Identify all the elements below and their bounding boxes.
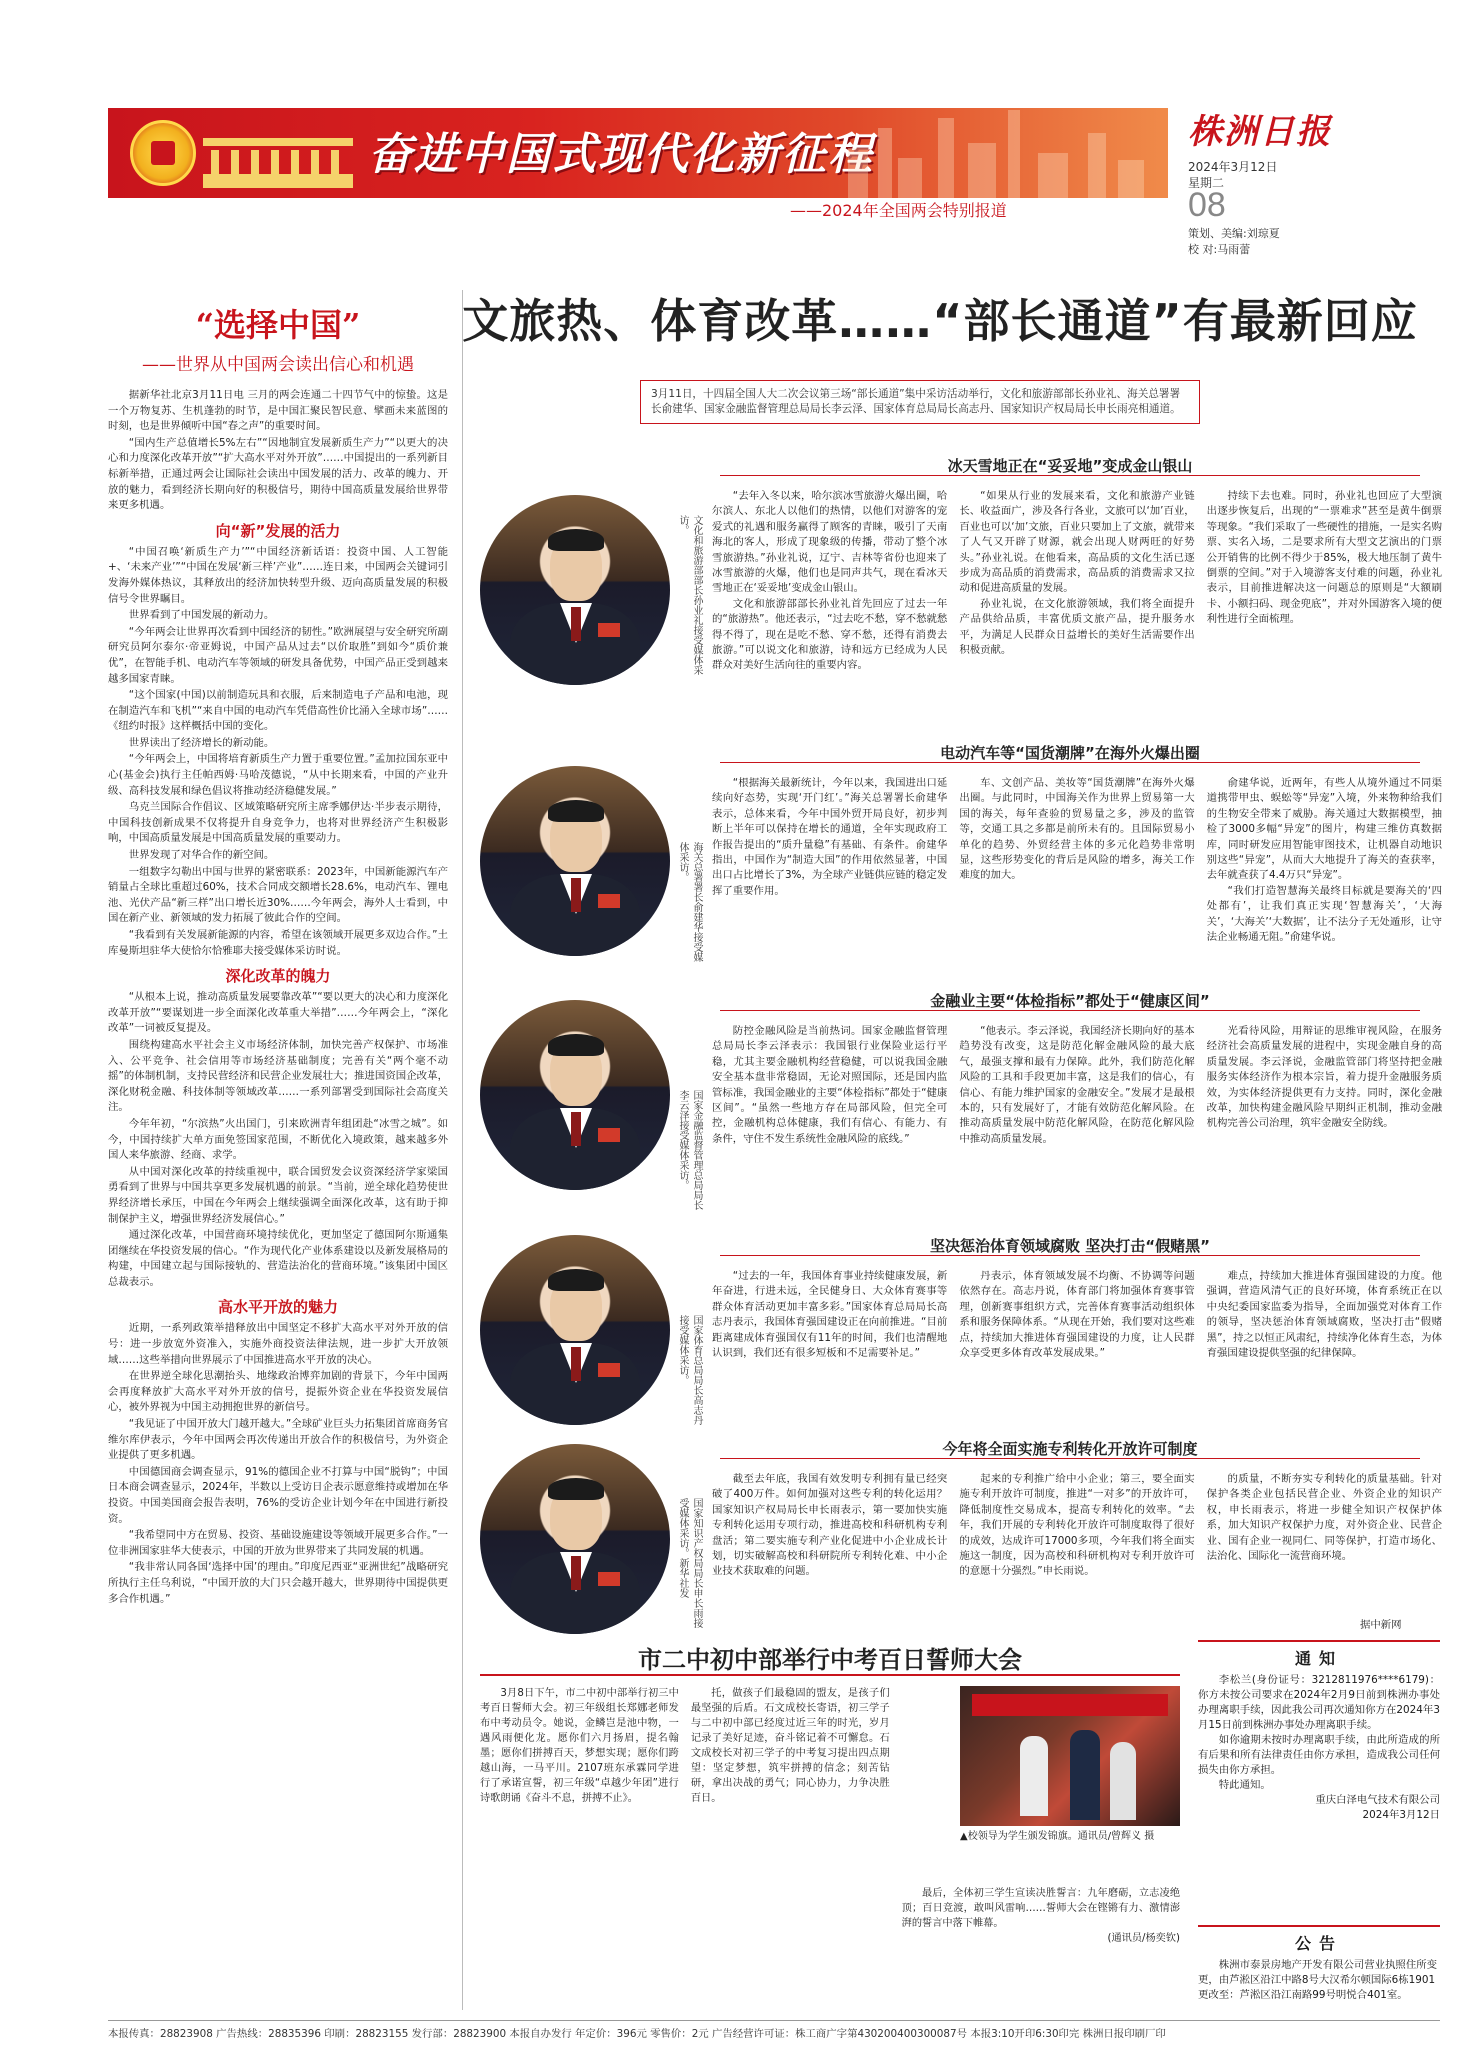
school-article-title: 市二中初中部举行中考百日誓师大会 <box>638 1646 1022 1674</box>
section-title: 金融业主要“体检指标”都处于“健康区间” <box>930 992 1210 1010</box>
planner-label: 策划、 <box>1188 227 1221 240</box>
text-column <box>1207 1269 1442 1424</box>
paragraph: 一组数字勾勒出中国与世界的紧密联系：2023年，中国新能源汽车产销量占全球比重超过60%，技术合同成交额增长28.6%，电动汽车、锂电池、光伏产品“新三样”出口增长近30%……今年两会，海外人士看到，中国在新产业、新领域的发力拓展了彼此合作的空间。 <box>108 865 448 925</box>
paragraph: 截至去年底，我国有效发明专利拥有量已经突破了400万件。如何加强对这些专利的转化运用？国家知识产权局局长申长雨表示，第一要加快实施专利转化运用专项行动，推进高校和科研机构专利盘活；第二要实施专利产业化促进中小企业成长计划，切实破解高校和科研院所专利转化难、中小企业技术获取难的问题。 <box>712 1473 948 1578</box>
photo-caption: 海关总署署长俞建华接受媒体采访。 <box>677 842 702 962</box>
minister-photo <box>480 495 670 685</box>
banner-slogan: 奋进中国式现代化新征程 <box>368 129 874 180</box>
text-column <box>1207 489 1442 704</box>
text-column <box>691 1686 890 2016</box>
paragraph: 据新华社北京3月11日电 三月的两会连通二十四节气中的惊蛰。这是一个万物复苏、生机蓬勃的时节，是中国汇聚民智民意、擘画未来蓝图的时刻，也是世界倾听中国“春之声”的重要时间。 <box>108 389 448 433</box>
credits <box>1188 226 1280 258</box>
paragraph: 孙业礼说，在文化旅游领域，我们将全面提升产品供给品质，丰富优质文旅产品，提升服务水平，为满足人民群众日益增长的美好生活需要作出积极贡献。 <box>959 597 1195 657</box>
notice-paragraph: 如你逾期未按时办理离职手续，由此所造成的所有后果和所有法律责任由你方承担，造成我公司任何损失由你方承担。 <box>1198 1734 1440 1776</box>
paragraph: 的质量，不断夯实专利转化的质量基础。针对保护各类企业包括民营企业、外资企业的知识产权，申长雨表示，将进一步健全知识产权保护体系，加大知识产权保护力度，对外资企业、民营企业、国有企业一视同仁、同等保护，打造市场化、法治化、国际化一流营商环境。 <box>1206 1473 1442 1563</box>
left-subheading: 向“新”发展的活力 <box>215 521 341 540</box>
paragraph: “今年两会上，中国将培育新质生产力置于重要位置。”孟加拉国东亚中心(基金会)执行主任帕西姆·马哈茂德说，“从中长期来看，中国的产业升级、高科技发展和绿色倡议将推动经济稳健发展。” <box>108 753 448 797</box>
section-columns <box>712 489 1442 704</box>
notice-paragraph: 特此通知。 <box>1218 1779 1271 1791</box>
special-report-banner <box>108 108 1168 198</box>
text-column <box>959 489 1194 704</box>
paragraph: 起来的专利推广给中小企业；第三，要全面实施专利开放许可制度，推进“一对多”的开放许可，降低制度性交易成本，提高专利转化的效率。“去年，我们开展的专利转化开放许可制度取得了很好的成效，达成许可17000多项，今年我们将全面实施这一制度，因为高校和科研机构对专利开放许可的意愿十分强烈。”申长雨说。 <box>959 1473 1195 1578</box>
text-column <box>959 1472 1194 1612</box>
photo-caption: 文化和旅游部部长孙业礼接受媒体采访。 <box>677 515 702 675</box>
notice-box <box>1198 1640 1440 1823</box>
paragraph: 世界读出了经济增长的新动能。 <box>128 736 275 749</box>
text-column <box>712 1024 947 1204</box>
photo-caption: 国家知识产权局局长申长雨接受媒体采访。新华社发 <box>677 1498 702 1628</box>
text-column <box>1207 1024 1442 1204</box>
left-article <box>108 300 448 1607</box>
school-article <box>480 1640 1181 1944</box>
announcement-box <box>1198 1925 1440 2003</box>
notice-paragraph: 李松兰(身份证号：3212811976****6179)：你方未按公司要求在2024年2月9日前到株洲办事处办理离职手续，因此我公司再次通知你方在2024年3月15日前到株洲办事处办理离职手续。 <box>1198 1674 1440 1731</box>
announcement-paragraph: 株洲市泰景房地产开发有限公司营业执照住所变更，由芦淞区沿江中路8号大汉希尔顿国际6栋1901更改至：芦淞区沿江南路99号明悦合401室。 <box>1198 1959 1437 2001</box>
left-subheading: 高水平开放的魅力 <box>217 1298 338 1317</box>
paragraph: “我们打造智慧海关最终目标就是要海关的‘四处都有’，让我们真正实现‘智慧海关’，‘大海关’，‘大海关’‘大数据’，让不法分子无处遁形，让守法企业畅通无阻。”俞建华说。 <box>1206 884 1442 944</box>
minister-photo <box>480 1444 670 1634</box>
section-sports <box>480 1235 1440 1430</box>
title-rule <box>480 1674 1180 1676</box>
weekday-text: 星期二 <box>1188 176 1225 190</box>
paragraph: “我看到有关发展新能源的内容，希望在该领域开展更多双边合作。”土库曼斯坦驻华大使恰尔恰雅耶夫接受媒体采访时说。 <box>108 929 448 957</box>
notice-date: 2024年3月12日 <box>1362 1809 1440 1821</box>
paragraph: 乌克兰国际合作倡议、区域策略研究所主席季娜伊达·半步表示期待，中国科技创新成果不仅将提升自身竞争力，也将对世界经济产生积极影响，中国高质量发展是中国高质量发展的重要动力。 <box>108 801 448 845</box>
paragraph: 难点，持续加大推进体育强国建设的力度。他强调，营造风清气正的良好环境，体育系统正在以中央纪委国家监委为指导，全面加强党对体育工作的领导，坚决惩治体育领域腐败，坚决打击“假赌黑”，持之以恒正风肃纪，持续净化体育生态，为体育强国建设提供坚强的纪律保障。 <box>1206 1270 1442 1360</box>
section-rule <box>720 1458 1420 1459</box>
text-column <box>1207 1472 1442 1612</box>
paragraph: 防控金融风险是当前热词。国家金融监督管理总局局长李云泽表示：我国银行业保险业运行平稳，尤其主要金融机构经营稳健，可以说我国金融安全基本盘非常稳固，无论对照国际，还是国内监管标准，我国金融业的主要“体检指标”都处于“健康区间”。“虽然一些地方存在局部风险，但完全可控，金融机构总体健康，我们有信心、有能力、有条件，守住不发生系统性金融风险的底线。” <box>712 1025 948 1145</box>
paragraph: “我希望同中方在贸易、投资、基础设施建设等领域开展更多合作。”一位非洲国家驻华大使表示，中国的开放为世界带来了共同发展的机遇。 <box>108 1529 448 1557</box>
reporter-credit: (通讯员/杨奕钦) <box>1107 1933 1181 1944</box>
minister-photo <box>480 1000 670 1190</box>
announcement-title: 公告 <box>1294 1934 1343 1953</box>
left-subheading: 深化改革的魄力 <box>225 967 331 986</box>
paragraph: “今年两会让世界再次看到中国经济的韧性。”欧洲展望与安全研究所副研究员阿尔泰尔·帝亚姆说，中国产品从过去“以价取胜”到如今“质价兼优”，在智能手机、电动汽车等领域的研发具备优势，中国产品正受到越来越多国家青睐。 <box>108 625 448 685</box>
text-column <box>712 776 947 966</box>
section-finance <box>480 990 1440 1210</box>
banner-subtitle: ——2024年全国两会特别报道 <box>790 201 1007 220</box>
section-rule <box>720 475 1420 476</box>
section-title: 今年将全面实施专利转化开放许可制度 <box>942 1440 1198 1458</box>
section-rule <box>720 1010 1420 1011</box>
minister-photo <box>480 766 670 956</box>
text-column <box>712 489 947 704</box>
paragraph: 文化和旅游部部长孙业礼首先回应了过去一年的“旅游热”。他还表示，“过去吃不愁，穿不愁就愁得不得了，现在是吃不愁、穿不愁，还得有消费去旅游。”可以说文化和旅游，诗和远方已经成为人民群众对美好生活向往的重要内容。 <box>712 597 948 672</box>
section-rule <box>720 1255 1420 1256</box>
oath-ceremony-photo <box>960 1686 1180 1826</box>
notice-company: 重庆白泽电气技术有限公司 <box>1315 1794 1440 1806</box>
section-title: 坚决惩治体育领域腐败 坚决打击“假赌黑” <box>930 1237 1210 1255</box>
paragraph: 在世界逆全球化思潮抬头、地缘政治博弈加剧的背景下，今年中国两会再度释放扩大高水平对外开放的信号，提振外资企业在华投资发展信心，被外界视为中国主动拥抱世界的新信号。 <box>108 1370 448 1414</box>
lead-paragraph: 3月11日，十四届全国人大二次会议第三场“部长通道”集中采访活动举行，文化和旅游部部长孙业礼、海关总署署长俞建华、国家金融监督管理总局局长李云泽、国家体育总局局长高志丹、国家知识产权局局长申长雨亮相通道。 <box>640 380 1200 424</box>
photo-caption: 国家金融监督管理总局局长李云泽接受媒体采访。 <box>677 1090 702 1210</box>
paragraph: 托，做孩子们最稳固的盟友，是孩子们最坚强的后盾。石文成校长寄语，初三学子与二中初中部已经度过近三年的时光，岁月记录了美好足迹，奋斗铭记着不可懈怠。石文成校长对初三学子的中考复习提出四点期望：坚定梦想，筑牢拼搏的信念；刻苦钻研，拿出决战的勇气；同心协力，力争决胜百日。 <box>690 1688 890 1804</box>
section-title: 电动汽车等“国货潮牌”在海外火爆出圈 <box>940 744 1200 762</box>
section-columns <box>712 1472 1442 1612</box>
paragraph: 3月8日下午，市二中初中部举行初三中考百日誓师大会。初三年级组长郑娜老师发布中考动员令。她说，金鳞岂是池中物，一遇风雨便化龙。愿你们六月扬眉，提名翰墨；愿你们拼搏百天，梦想实现；愿你们跨越山海，一马平川。2107班东承霖同学进行了承诺宣誓，初三年级“卓越少年团”进行诗歌朗诵《奋斗不息，拼搏不止》。 <box>480 1688 679 1804</box>
paragraph: 从中国对深化改革的持续重视中，联合国贸发会议资深经济学家梁国勇看到了世界与中国共享更多发展机遇的前景。“当前，逆全球化趋势使世界经济增长承压，中国在今年两会上继续强调全面深化改革，这有助于抑制保护主义，增强世界经济发展信心。” <box>108 1165 448 1225</box>
source-credit: 据中新网 <box>1360 1619 1402 1631</box>
text-column <box>712 1472 947 1612</box>
paragraph: “他表示。李云泽说，我国经济长期向好的基本趋势没有改变，这是防范化解金融风险的最大底气，最强支撑和最有力保障。此外，我们防范化解风险的工具和手段更加丰富，这是我们的信心，有信心、有能力维护国家的金融安全。”发展才是最根本的，只有发展好了，才能有效防范化解风险。在推动高质量发展中防范化解风险，在防范化解风险中推动高质量发展。 <box>959 1025 1195 1145</box>
paragraph: 通过深化改革，中国营商环境持续优化，更加坚定了德国阿尔斯通集团继续在华投资发展的信心。“作为现代化产业体系建设以及新发展格局的构建，中国建立起与国际接轨的、营造法治化的营商环境。”该集团中国区总裁表示。 <box>108 1229 448 1288</box>
paragraph: “国内生产总值增长5%左右”“因地制宜发展新质生产力”“以更大的决心和力度深化改革开放”“扩大高水平对外开放”……中国提出的一系列新目标新举措，正通过两会让国际社会读出中国发展的活力、改革的魄力、开放的魅力，看到经济长期向好的积极信号，期待中国高质量发展给世界带来更多机遇。 <box>108 436 448 512</box>
paragraph: “去年入冬以来，哈尔滨冰雪旅游火爆出圈，哈尔滨人、东北人以他们的热情，以他们对游客的宠爱式的礼遇和服务赢得了顾客的青睐，吸引了天南海北的客人，形成了现象级的传播，带动了整个冰雪旅游热。”孙业礼说，辽宁、吉林等省份也迎来了冰雪旅游的火爆，他们也是同声共气，现在看冰天雪地正在‘妥妥地’变成金山银山。 <box>712 490 948 595</box>
masthead <box>1188 104 1378 256</box>
section-culture-tourism <box>480 455 1440 710</box>
section-columns <box>712 1024 1442 1204</box>
notice-title: 通知 <box>1294 1649 1343 1668</box>
text-column <box>712 1269 947 1424</box>
photo-caption: ▲校领导为学生颁发锦旗。通讯员/曾辉义 摄 <box>960 1831 1155 1842</box>
main-headline: 文旅热、体育改革……“部长通道”有最新回应 <box>462 294 1418 348</box>
paragraph: “我非常认同各国‘选择中国’的理由。”印度尼西亚“亚洲世纪”战略研究所执行主任乌利说，“中国开放的大门只会越开越大，世界期待中国提供更多合作机遇。” <box>108 1561 448 1605</box>
paper-name: 株洲日报 <box>1188 112 1332 152</box>
paragraph: “这个国家(中国)以前制造玩具和衣服，后来制造电子产品和电池，现在制造汽车和飞机”“来自中国的电动汽车凭借高性价比涌入全球市场”……《纽约时报》这样概括中国的变化。 <box>108 689 448 733</box>
page-number: 08 <box>1188 186 1226 224</box>
text-column <box>959 1024 1194 1204</box>
proof-label: 校 对:马雨蕾 <box>1188 243 1251 256</box>
paragraph: “中国召唤‘新质生产力’”“中国经济新话语：投资中国、人工智能+、‘未来产业’”“中国在发展‘新三样’产业”……连日来，中国两会关键词引发海外媒体热议，其释放出的经济加快转型升级、迈向高质量发展的积极信号令世界瞩目。 <box>108 545 448 605</box>
paragraph: 车、文创产品、美妆等“国货潮牌”在海外火爆出圈。与此同时，中国海关作为世界上贸易第一大国的海关，每年查验的贸易量之多，涉及的监管等，交通工具之多都是前所未有的。且国际贸易小单化的趋势、外贸经营主体的多元化趋势非常明显，这些形势变化的背后是风险的增多，海关工作难度的加大。 <box>959 777 1195 882</box>
section-columns <box>712 776 1442 966</box>
text-column <box>480 1686 679 2016</box>
section-title: 冰天雪地正在“妥妥地”变成金山银山 <box>947 457 1193 475</box>
date-text: 2024年3月12日 <box>1188 160 1278 174</box>
paragraph: “从根本上说，推动高质量发展要靠改革”“要以更大的决心和力度深化改革开放”“要谋划进一步全面深化改革重大举措”……今年两会上，“深化改革”一词被反复提及。 <box>108 991 448 1035</box>
section-columns <box>712 1269 1442 1424</box>
column-divider <box>462 290 463 2010</box>
left-article-subtitle: ——世界从中国两会读出信心和机遇 <box>142 355 414 375</box>
paragraph: 光看待风险，用辩证的思维审视风险，在服务经济社会高质量发展的进程中，实现金融自身的高质量发展。李云泽说，金融监管部门将坚持把金融服务实体经济作为根本宗旨，着力提升金融服务质效，为实体经济提供更有力支持。同时，深化金融改革，加快构建金融风险早期纠正机制，推动金融机构完善公司治理，筑牢金融安全防线。 <box>1206 1025 1442 1130</box>
paragraph: “根据海关最新统计，今年以来，我国进出口延续向好态势，实现‘开门红’。”海关总署署长俞建华表示，总体来看，今年中国外贸开局良好，初步判断上半年可以保持在增长的通道，全年实现政府工作报告提出的“质升量稳”有基础、有条件。俞建华指出，中国作为“制造大国”的作用依然显著，中国出口占比增长了3%，为全球产业链供应链的稳定发挥了重要作用。 <box>712 777 948 897</box>
paragraph: 俞建华说，近两年，有些人从境外通过不同渠道携带甲虫、蜈蚣等“异宠”入境，外来物种给我们的生物安全带来了威胁。海关通过大数据模型，抽检了3000多幅“异宠”的图片，构建三维仿真数据库，同时研发应用智能审图技术，让机器自动地识别这些“异宠”，从而大大地提升了海关的查获率，去年就查获了4.4万只“异宠”。 <box>1206 777 1442 882</box>
text-column <box>1207 776 1442 966</box>
text-column <box>959 776 1194 966</box>
section-customs <box>480 742 1440 974</box>
paragraph: 持续下去也难。同时，孙业礼也回应了大型演出逐步恢复后，出现的“一票难求”甚至是黄牛倒票等现象。“我们采取了一些硬性的措施，一是实名购票、实名入场，二是要求所有大型文艺演出的门票公开销售的比例不得少于85%，极大地压制了黄牛倒票的空间。”对于入境游客支付难的问题，孙业礼表示，目前推进解决这一问题总的原则是“大额刷卡、小额扫码、现金兜底”，并对外国游客入境的便利性进行全面梳理。 <box>1206 490 1442 626</box>
paragraph: “如果从行业的发展来看，文化和旅游产业链长、收益面广，涉及各行各业，文旅可以‘加’百业，百业也可以‘加’文旅，百业只要加上了文旅，就带来了人气又开辟了财源，就会出现人财两旺的好势头。”孙业礼说。在他看来，高品质的文化生活已逐步成为高品质的消费需求，高品质的消费需求又拉动和促进高质量的发展。 <box>959 490 1195 595</box>
great-hall-icon <box>203 138 353 188</box>
paragraph: 近期，一系列政策举措释放出中国坚定不移扩大高水平对外开放的信号：进一步放宽外资准入，实施外商投资法律法规，进一步扩大开放领域……这些举措向世界展示了中国推进高水平开放的决心。 <box>108 1322 448 1366</box>
paragraph: 最后，全体初三学生宣读决胜誓言：九年磨砺，立志凌绝顶；百日竞渡，敢叫风雷响……誓师大会在铿锵有力、激情澎湃的誓言中落下帷幕。 <box>901 1888 1181 1929</box>
photo-caption: 国家体育总局局长高志丹接受媒体采访。 <box>677 1315 702 1425</box>
paragraph: 丹表示，体育领域发展不均衡、不协调等问题依然存在。高志丹说，体育部门将加强体育赛事管理，创新赛事组织方式，完善体育赛事活动组织体系和服务保障体系。“从现在开始，我们要对这些难点，持续加大推进体育强国建设的力度，让人民群众享受更多体育改革发展成果。” <box>959 1270 1195 1360</box>
page-footer: 本报传真：28823908 广告热线：28835396 印刷：28823155 发行部：28823900 本报自办发行 年定价：396元 零售价：2元 广告经营许可证：株工商广字第430200400300087号 本报3:10开印6:30印完 株洲日报印刷厂印 <box>108 2020 1440 2040</box>
paragraph: 中国德国商会调查显示，91%的德国企业不打算与中国“脱钩”；中国日本商会调查显示，2024年，半数以上受访日企表示愿意维持或增加在华投资。中国美国商会报告表明，76%的受访企业计划今年在中国进行新投资。 <box>108 1465 448 1525</box>
paragraph: 今年年初，“尔滨热”火出国门，引来欧洲青年组团赴“冰雪之城”。如今，中国持续扩大单方面免签国家范围，不断优化入境政策，越来越多外国人来华旅游、经商、求学。 <box>108 1117 448 1162</box>
national-emblem-icon <box>130 120 196 186</box>
paragraph: 世界发现了对华合作的新空间。 <box>128 849 275 862</box>
paragraph: “过去的一年，我国体育事业持续健康发展，新年奋进，行进未远，全民健身日、大众体育赛事等群众体育活动更加丰富多彩。”国家体育总局局长高志丹表示，我国体育强国建设正在向前推进。“目前距离建成体育强国仅有11年的时间，我们也清醒地认识到，我们还有很多短板和不足需要补足。” <box>712 1270 948 1360</box>
section-rule <box>720 762 1420 763</box>
paragraph: “我见证了中国开放大门越开越大。”全球矿业巨头力拓集团首席商务官维尔库伊表示，今年中国两会再次传递出开放合作的积极信号，为外资企业提供了更多机遇。 <box>108 1418 448 1462</box>
paragraph: 围绕构建高水平社会主义市场经济体制，加快完善产权保护、市场准入、公平竞争、社会信用等市场经济基础制度；完善有关“两个毫不动摇”的体制机制，支持民营经济和民营企业发展壮大；推进国资国企改革，深化财税金融、科技体制等领域改革……一系列部署受到国际社会高度关注。 <box>108 1038 448 1114</box>
left-article-title: “选择中国” <box>195 306 361 344</box>
skyline-decoration <box>828 108 1168 198</box>
minister-photo <box>480 1235 670 1425</box>
text-column <box>959 1269 1194 1424</box>
paragraph: 世界看到了中国发展的新动力。 <box>128 609 275 622</box>
editor-label: 美编:刘琼夏 <box>1221 227 1280 240</box>
